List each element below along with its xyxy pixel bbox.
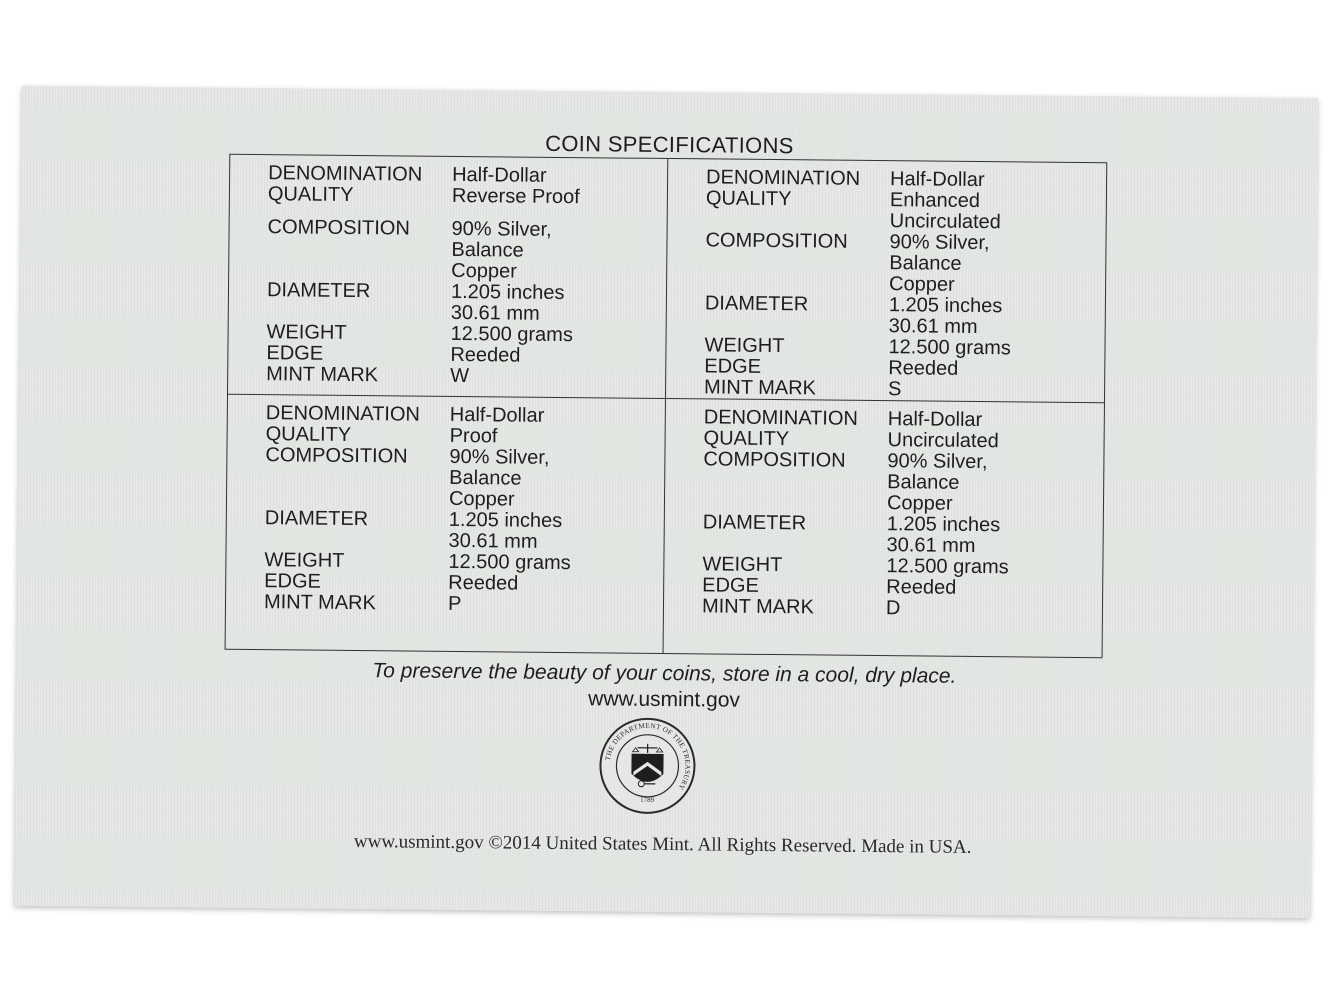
spec-value: Balance bbox=[889, 252, 962, 275]
spec-label: MINT MARK bbox=[263, 591, 376, 615]
spec-value: S bbox=[887, 378, 902, 401]
spec-label: EDGE bbox=[702, 574, 759, 597]
spec-value: Proof bbox=[449, 424, 498, 448]
spec-value: P bbox=[447, 592, 462, 616]
spec-row-mint-mark bbox=[664, 596, 1102, 621]
spec-label: DIAMETER bbox=[702, 511, 807, 535]
spec-value: W bbox=[450, 364, 470, 388]
spec-value: Reeded bbox=[448, 571, 519, 595]
spec-label: MINT MARK bbox=[703, 376, 817, 400]
spec-row-mint-mark bbox=[226, 592, 663, 617]
spec-value: Half-Dollar bbox=[449, 403, 545, 427]
spec-label: DENOMINATION bbox=[265, 402, 421, 426]
spec-value: 1.205 inches bbox=[450, 280, 565, 305]
spec-value: Enhanced bbox=[889, 189, 981, 212]
spec-value: 1.205 inches bbox=[888, 294, 1003, 318]
spec-value: D bbox=[885, 597, 901, 620]
spec-value: 1.205 inches bbox=[886, 513, 1001, 537]
spec-value: Reeded bbox=[888, 357, 959, 380]
spec-value: 30.61 mm bbox=[448, 529, 538, 553]
spec-label: WEIGHT bbox=[702, 553, 783, 577]
care-instructions: To preserve the beauty of your coins, store in a cool, dry place. bbox=[372, 659, 957, 688]
spec-value: Reverse Proof bbox=[451, 184, 580, 209]
spec-row-quality bbox=[230, 184, 667, 209]
spec-value: 30.61 mm bbox=[886, 534, 976, 557]
spec-value: 12.500 grams bbox=[886, 555, 1009, 579]
spec-label: DENOMINATION bbox=[268, 162, 423, 186]
spec-value: 1.205 inches bbox=[448, 508, 563, 533]
website-link[interactable]: www.usmint.gov bbox=[588, 687, 741, 712]
spec-label: MINT MARK bbox=[701, 595, 814, 619]
copyright-footer: www.usmint.gov ©2014 United States Mint. All Rights Reserved. Made in USA. bbox=[353, 831, 972, 858]
spec-value: Balance bbox=[451, 238, 524, 262]
spec-cell-reverse-proof bbox=[228, 155, 668, 399]
treasury-seal-icon bbox=[597, 715, 698, 816]
spec-value: 90% Silver, bbox=[449, 445, 550, 469]
spec-row-mint-mark bbox=[228, 364, 665, 389]
spec-card bbox=[14, 86, 1318, 918]
spec-value: Balance bbox=[887, 471, 960, 494]
spec-label: QUALITY bbox=[267, 183, 354, 206]
spec-label: WEIGHT bbox=[266, 321, 347, 344]
spec-label: EDGE bbox=[704, 355, 762, 378]
spec-cell-enhanced-uncirculated bbox=[666, 159, 1106, 403]
spec-row-mint-mark bbox=[666, 377, 1104, 402]
spec-label: MINT MARK bbox=[266, 363, 379, 387]
spec-cell-proof bbox=[226, 395, 666, 653]
spec-label: DENOMINATION bbox=[706, 166, 861, 190]
spec-value: 90% Silver, bbox=[451, 217, 552, 241]
spec-value: Copper bbox=[451, 259, 517, 283]
spec-label: QUALITY bbox=[703, 427, 790, 451]
spec-value: Copper bbox=[448, 487, 515, 511]
spec-label: COMPOSITION bbox=[265, 444, 408, 468]
spec-value: Half-Dollar bbox=[452, 163, 547, 187]
spec-value: 12.500 grams bbox=[888, 336, 1011, 360]
spec-value: Uncirculated bbox=[889, 210, 1001, 234]
page-title: COIN SPECIFICATIONS bbox=[545, 130, 794, 159]
spec-value: Reeded bbox=[886, 576, 957, 599]
spec-value: 30.61 mm bbox=[888, 315, 978, 338]
spec-label: WEIGHT bbox=[264, 549, 345, 572]
spec-value: 30.61 mm bbox=[450, 301, 540, 325]
spec-label: COMPOSITION bbox=[267, 216, 410, 240]
spec-label: DENOMINATION bbox=[703, 406, 858, 430]
spec-label: QUALITY bbox=[705, 187, 792, 211]
spec-label: COMPOSITION bbox=[703, 448, 846, 472]
spec-label: QUALITY bbox=[265, 423, 352, 446]
spec-label: DIAMETER bbox=[266, 279, 371, 303]
spec-label: EDGE bbox=[266, 342, 324, 365]
seal-year: 1789 bbox=[640, 795, 655, 804]
spec-label: DIAMETER bbox=[264, 507, 369, 531]
spec-table bbox=[225, 154, 1108, 658]
spec-value: Balance bbox=[449, 466, 522, 490]
spec-value: 12.500 grams bbox=[450, 322, 574, 347]
spec-label: WEIGHT bbox=[704, 334, 785, 358]
spec-value: 90% Silver, bbox=[887, 450, 988, 474]
spec-label: COMPOSITION bbox=[705, 229, 848, 253]
spec-value: Copper bbox=[886, 492, 953, 515]
spec-label: EDGE bbox=[264, 570, 322, 593]
seal-ring-text: THE DEPARTMENT OF THE TREASURY bbox=[603, 721, 692, 792]
spec-value: Half-Dollar bbox=[890, 168, 985, 192]
spec-value: 90% Silver, bbox=[889, 231, 990, 255]
spec-cell-uncirculated bbox=[664, 399, 1104, 657]
spec-value: Copper bbox=[888, 273, 955, 296]
spec-value: Reeded bbox=[450, 343, 521, 367]
spec-value: Uncirculated bbox=[887, 429, 999, 453]
spec-value: 12.500 grams bbox=[448, 550, 571, 575]
spec-label: DIAMETER bbox=[704, 292, 809, 316]
spec-value: Half-Dollar bbox=[887, 408, 983, 432]
